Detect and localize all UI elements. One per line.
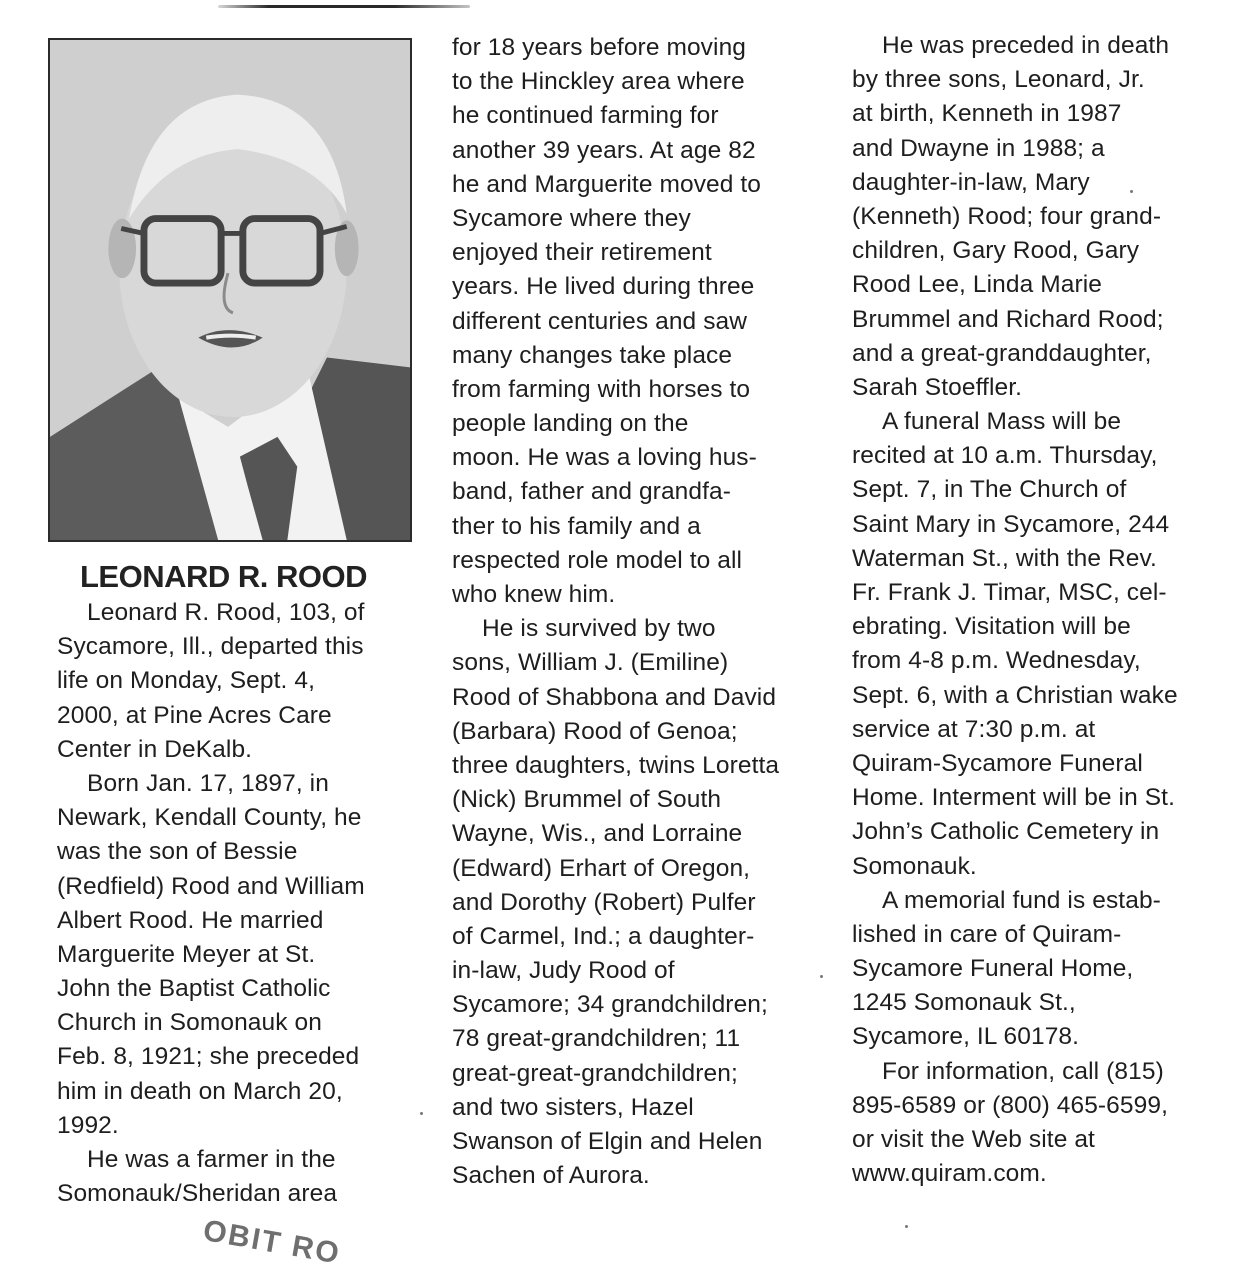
text-line: He is survived by two xyxy=(482,615,716,643)
text-line: Sachen of Aurora. xyxy=(452,1162,650,1190)
text-line: Fr. Frank J. Timar, MSC, cel- xyxy=(852,579,1167,606)
text-line: 895-6589 or (800) 465-6599, xyxy=(852,1091,1168,1119)
text-line: Wayne, Wis., and Lorraine xyxy=(452,820,743,848)
text-line: Somonauk. xyxy=(852,852,977,880)
text-line: him in death on March 20, xyxy=(57,1077,343,1105)
text-line: band, father and grandfa- xyxy=(452,478,732,506)
text-line: lished in care of Quiram- xyxy=(852,920,1122,948)
text-line: He was preceded in death xyxy=(882,32,1170,59)
text-line: www.quiram.com. xyxy=(852,1160,1047,1188)
text-line: from 4-8 p.m. Wednesday, xyxy=(852,647,1141,675)
text-line: was the son of Bessie xyxy=(57,838,298,866)
text-line: For information, call (815) xyxy=(882,1057,1164,1085)
text-line: (Edward) Erhart of Oregon, xyxy=(452,854,751,882)
text-line: Sycamore; 34 grandchildren; xyxy=(452,991,768,1019)
text-line: another 39 years. At age 82 xyxy=(452,136,756,164)
text-line: by three sons, Leonard, Jr. xyxy=(852,66,1145,94)
obit-stamp: OBIT RO xyxy=(200,1214,344,1271)
text-line: 78 great-grandchildren; 11 xyxy=(452,1025,741,1053)
text-line: Marguerite Meyer at St. xyxy=(57,940,316,968)
text-line: enjoyed their retirement xyxy=(452,239,712,267)
text-line: Albert Rood. He married xyxy=(57,906,324,934)
text-line: ebrating. Visitation will be xyxy=(852,613,1131,641)
text-line: for 18 years before moving xyxy=(452,34,747,61)
text-line: Sept. 7, in The Church of xyxy=(852,476,1127,504)
text-line: John the Baptist Catholic xyxy=(57,975,331,1003)
text-line: great-great-grandchildren; xyxy=(452,1059,738,1087)
text-line: (Kenneth) Rood; four grand- xyxy=(852,202,1162,230)
text-line: or visit the Web site at xyxy=(852,1126,1095,1153)
text-line: Born Jan. 17, 1897, in xyxy=(87,769,329,797)
text-line: Rood of Shabbona and David xyxy=(452,683,777,711)
text-line: children, Gary Rood, Gary xyxy=(852,237,1140,265)
text-line: he and Marguerite moved to xyxy=(452,170,762,198)
text-line: Center in DeKalb. xyxy=(57,735,253,763)
text-line: 1245 Somonauk St., xyxy=(852,989,1076,1017)
text-line: Sycamore Funeral Home, xyxy=(852,955,1134,983)
text-line: A memorial fund is estab- xyxy=(882,886,1161,914)
print-speck xyxy=(1130,190,1133,193)
text-line: Church in Somonauk on xyxy=(57,1009,322,1037)
text-line: life on Monday, Sept. 4, xyxy=(57,667,315,695)
column-1 xyxy=(57,596,437,1211)
text-line: Swanson of Elgin and Helen xyxy=(452,1128,763,1155)
obituary-headline: LEONARD R. ROOD xyxy=(80,559,367,594)
text-line: recited at 10 a.m. Thursday, xyxy=(852,442,1158,470)
text-line: service at 7:30 p.m. at xyxy=(852,715,1096,743)
text-line: and Dorothy (Robert) Pulfer xyxy=(452,888,756,916)
text-line: from farming with horses to xyxy=(452,375,751,403)
text-line: and two sisters, Hazel xyxy=(452,1093,694,1121)
print-speck xyxy=(820,975,823,978)
portrait-illustration xyxy=(50,40,410,540)
text-line: ther to his family and a xyxy=(452,512,701,540)
text-line: Waterman St., with the Rev. xyxy=(852,544,1157,572)
text-line: sons, William J. (Emiline) xyxy=(452,649,729,677)
text-line: of Carmel, Ind.; a daughter- xyxy=(452,922,755,950)
text-line: Sycamore where they xyxy=(452,204,691,232)
text-line: to the Hinckley area where xyxy=(452,68,745,96)
left-column-stack xyxy=(57,560,437,1211)
column-2 xyxy=(452,31,779,1193)
text-line: 1992. xyxy=(57,1111,119,1139)
text-line: Saint Mary in Sycamore, 244 xyxy=(852,510,1170,538)
top-divider-rule xyxy=(218,5,470,8)
text-line: John’s Catholic Cemetery in xyxy=(852,818,1160,846)
text-line: who knew him. xyxy=(452,581,616,608)
column-3 xyxy=(852,29,1178,1191)
text-line: respected role model to all xyxy=(452,546,743,574)
text-line: and Dwayne in 1988; a xyxy=(852,134,1105,162)
portrait-photo xyxy=(48,38,412,542)
text-line: daughter-in-law, Mary xyxy=(852,168,1090,196)
text-line: Sept. 6, with a Christian wake xyxy=(852,681,1178,709)
obit-stamp-area xyxy=(200,1214,345,1271)
print-speck xyxy=(905,1225,908,1228)
text-line: (Redfield) Rood and William xyxy=(57,872,365,900)
text-line: 2000, at Pine Acres Care xyxy=(57,701,332,729)
text-line: Somonauk/Sheridan area xyxy=(57,1180,338,1208)
text-line: Feb. 8, 1921; she preceded xyxy=(57,1043,360,1071)
text-line: different centuries and saw xyxy=(452,307,748,335)
text-line: Rood Lee, Linda Marie xyxy=(852,271,1102,299)
text-line: Newark, Kendall County, he xyxy=(57,804,362,832)
text-line: A funeral Mass will be xyxy=(882,408,1122,436)
text-line: Sycamore, Ill., departed this xyxy=(57,633,364,661)
text-line: three daughters, twins Loretta xyxy=(452,751,780,779)
text-line: Brummel and Richard Rood; xyxy=(852,305,1164,333)
text-line: at birth, Kenneth in 1987 xyxy=(852,100,1122,128)
text-line: Sycamore, IL 60178. xyxy=(852,1023,1080,1051)
text-line: moon. He was a loving hus- xyxy=(452,444,757,472)
text-line: people landing on the xyxy=(452,410,689,438)
text-line: he continued farming for xyxy=(452,102,719,130)
text-line: years. He lived during three xyxy=(452,273,755,301)
text-line: Leonard R. Rood, 103, of xyxy=(87,599,365,626)
text-line: (Barbara) Rood of Genoa; xyxy=(452,717,738,745)
text-line: Home. Interment will be in St. xyxy=(852,784,1175,812)
text-line: and a great-granddaughter, xyxy=(852,339,1152,367)
text-line: Sarah Stoeffler. xyxy=(852,373,1023,401)
text-line: in-law, Judy Rood of xyxy=(452,957,675,985)
text-line: Quiram-Sycamore Funeral xyxy=(852,749,1143,777)
text-line: (Nick) Brummel of South xyxy=(452,786,722,814)
print-speck xyxy=(420,1112,423,1115)
text-line: He was a farmer in the xyxy=(87,1146,336,1173)
text-line: many changes take place xyxy=(452,341,733,369)
